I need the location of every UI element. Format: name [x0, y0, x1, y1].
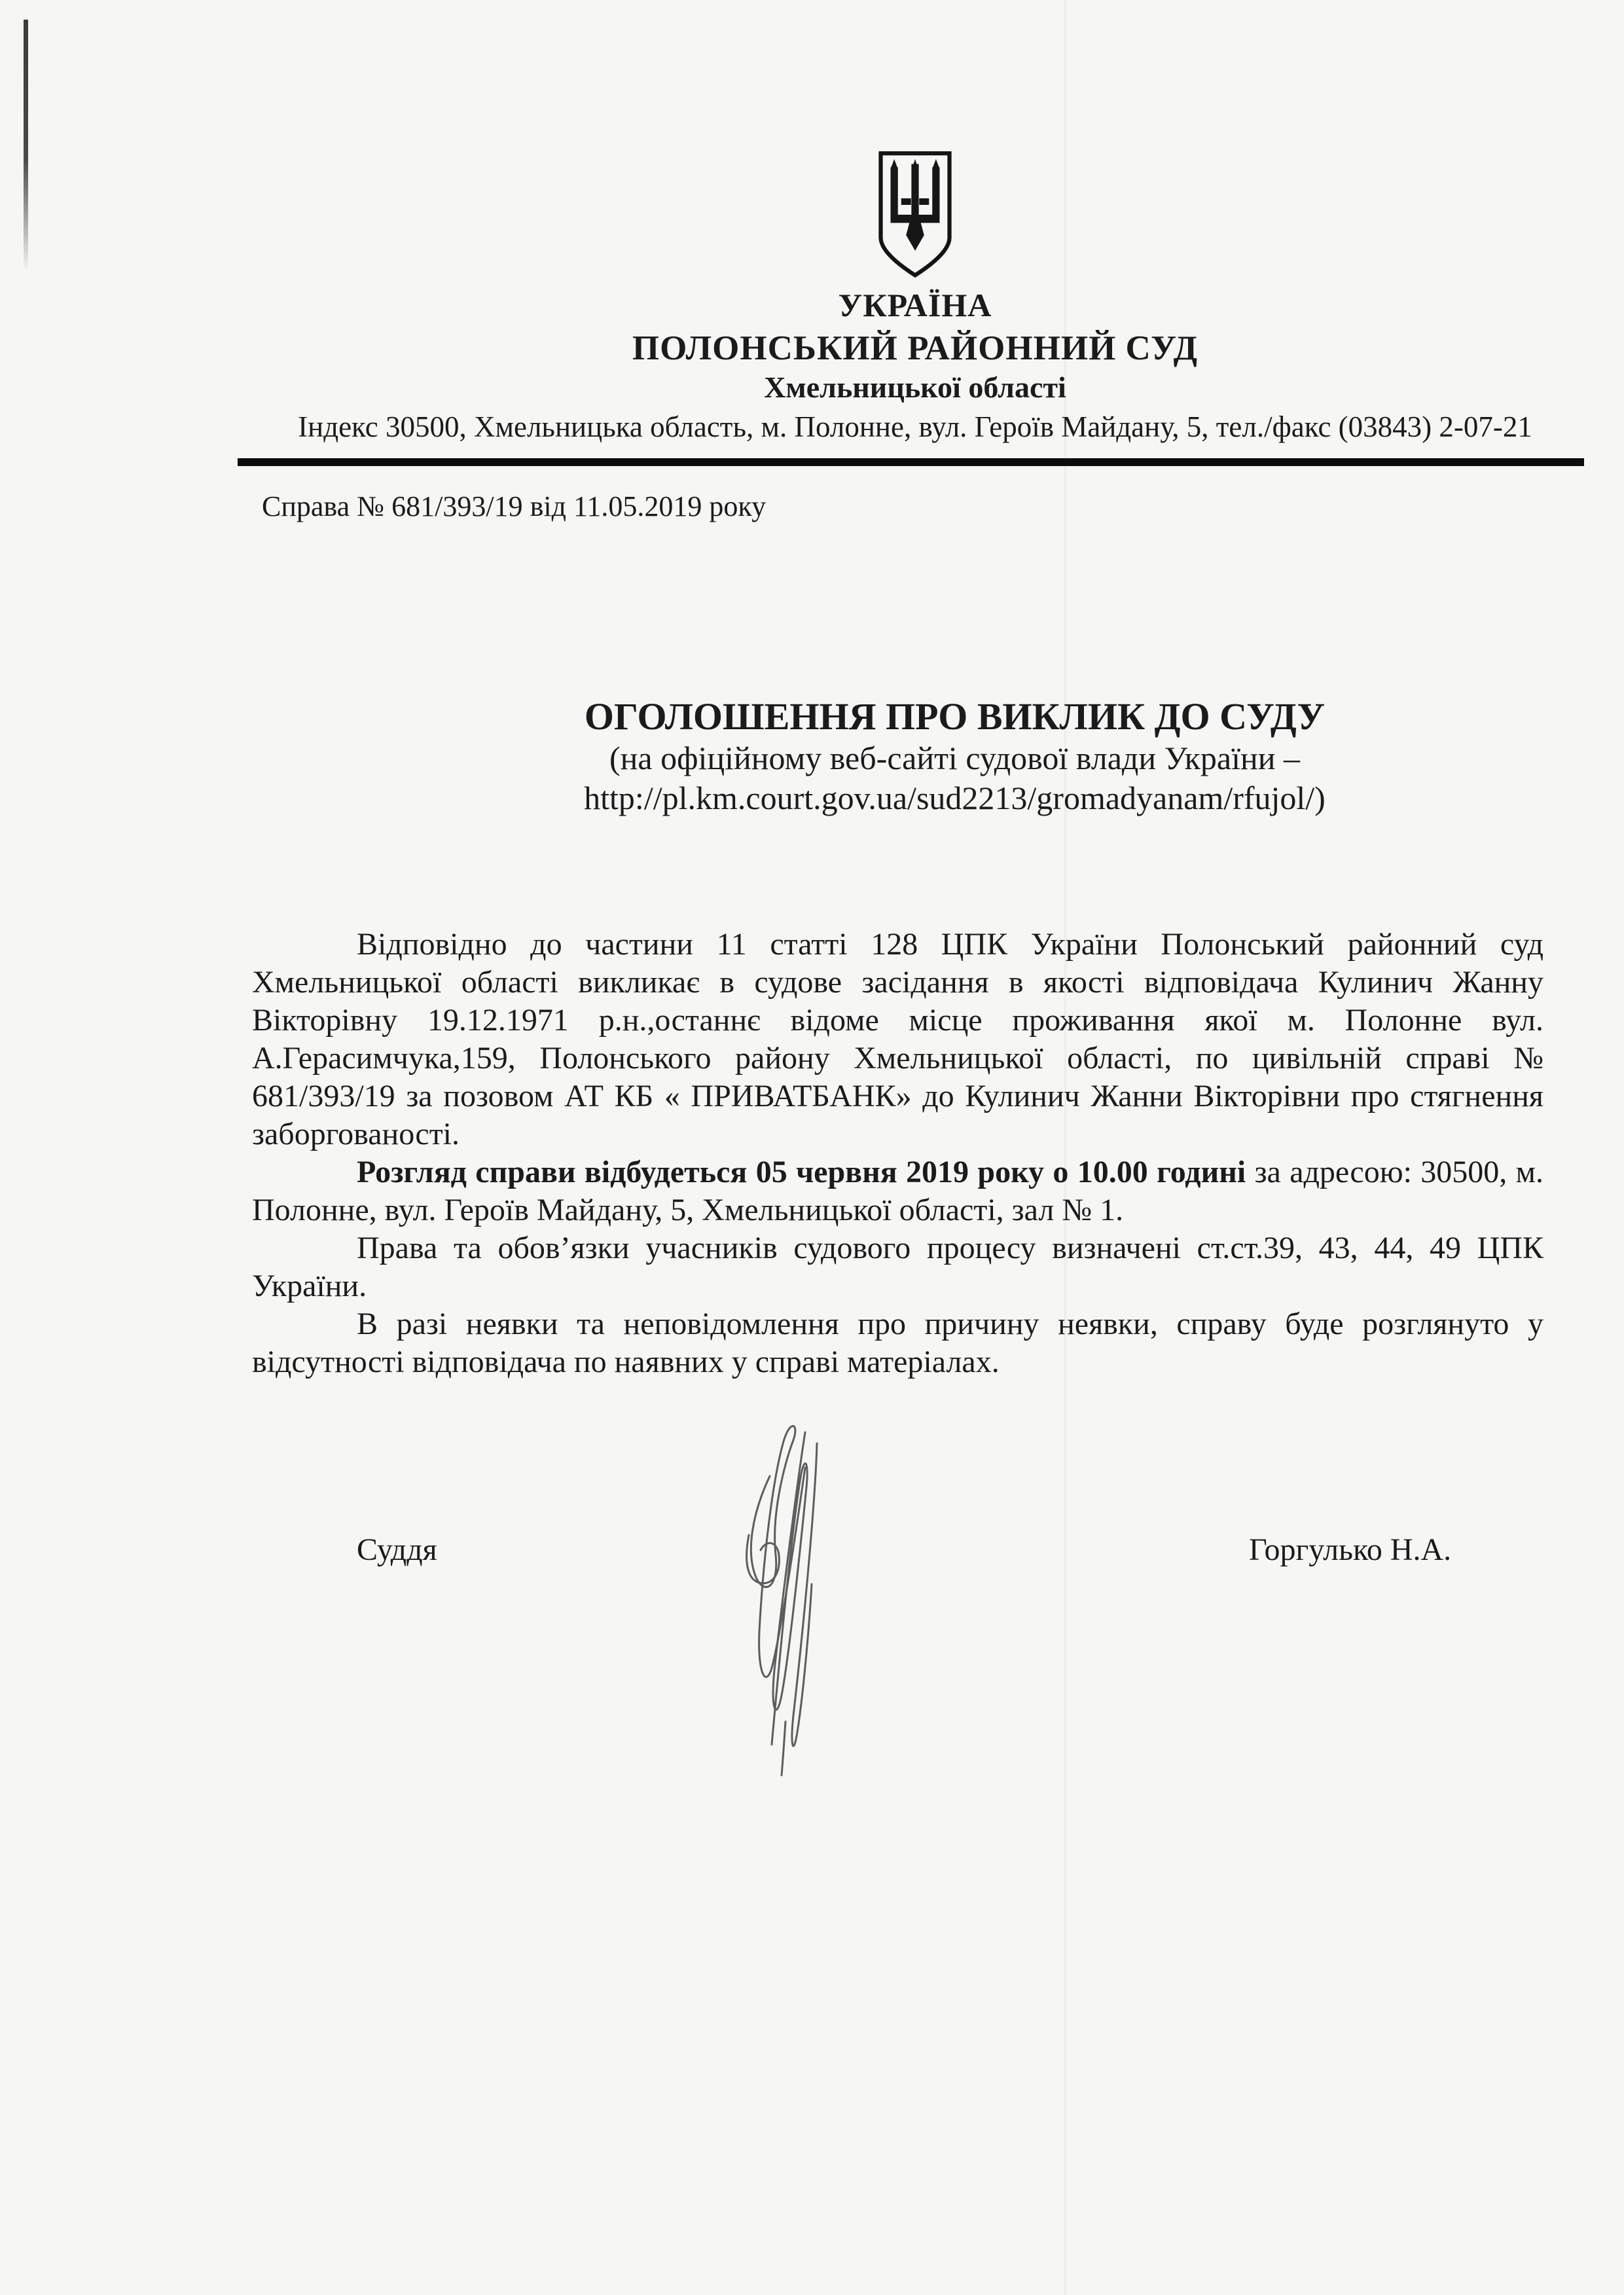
body-paragraph-rights: Права та обов’язки учасників судового процесу визначені ст.ст.39, 43, 44, 49 ЦПК України.: [252, 1231, 1543, 1303]
body-paragraph-absence: В разі неявки та неповідомлення про причину неявки, справу буде розглянуто у відсутності відповідача по наявних у справі матеріалах.: [252, 1307, 1543, 1379]
header-divider-rule: [238, 458, 1584, 466]
body-paragraph-summons: Відповідно до частини 11 статті 128 ЦПК України Полонський районний суд Хмельницької області викликає в судове засідання в якості відповідача Кулинич Жанну Вікторівну 19.12.1971 р.н.,останнє відоме місце проживання якої м. Полонне вул. А.Герасимчука,159, Полонського району Хмельницької області, по цивільній справі № 681/393/19 за позовом АТ КБ « ПРИВАТБАНК» до Кулинич Жанни Вікторівни про стягнення заборгованості.: [252, 927, 1543, 1151]
announcement-title-block: [285, 695, 1624, 818]
judge-role-label: Суддя: [357, 1532, 437, 1567]
announcement-url: http://pl.km.court.gov.ua/sud2213/gromadyanam/rfujol/): [584, 780, 1326, 816]
court-address-line: Індекс 30500, Хмельницька область, м. Полонне, вул. Героїв Майдану, 5, тел./факс (03843) 2-07-21: [298, 410, 1532, 444]
country-name: УКРАЇНА: [838, 287, 992, 323]
body-paragraph-hearing: [252, 1153, 1543, 1229]
document-body: [252, 926, 1543, 1381]
court-letterhead: [206, 149, 1624, 444]
court-region: Хмельницької області: [764, 370, 1066, 405]
hearing-date-bold: Розгляд справи відбудеться 05 червня 2019 року о 10.00 годині: [357, 1155, 1246, 1189]
scan-edge-artifact: [24, 20, 28, 272]
court-name: ПОЛОНСЬКИЙ РАЙОННИЙ СУД: [632, 329, 1199, 367]
ukraine-trident-emblem-icon: [873, 149, 957, 280]
judge-name: Горгулько Н.А.: [1249, 1532, 1452, 1567]
announcement-title: ОГОЛОШЕННЯ ПРО ВИКЛИК ДО СУДУ: [584, 695, 1326, 738]
case-number-line: Справа № 681/393/19 від 11.05.2019 року: [262, 490, 767, 522]
hearing-address: за адресою: 30500, м. Полонне, вул. Героїв Майдану, 5, Хмельницької області, зал № 1.: [252, 1155, 1543, 1227]
announcement-subtitle: (на офіційному веб-сайті судової влади України –: [609, 740, 1300, 776]
judge-signature-scribble: [707, 1414, 871, 1780]
